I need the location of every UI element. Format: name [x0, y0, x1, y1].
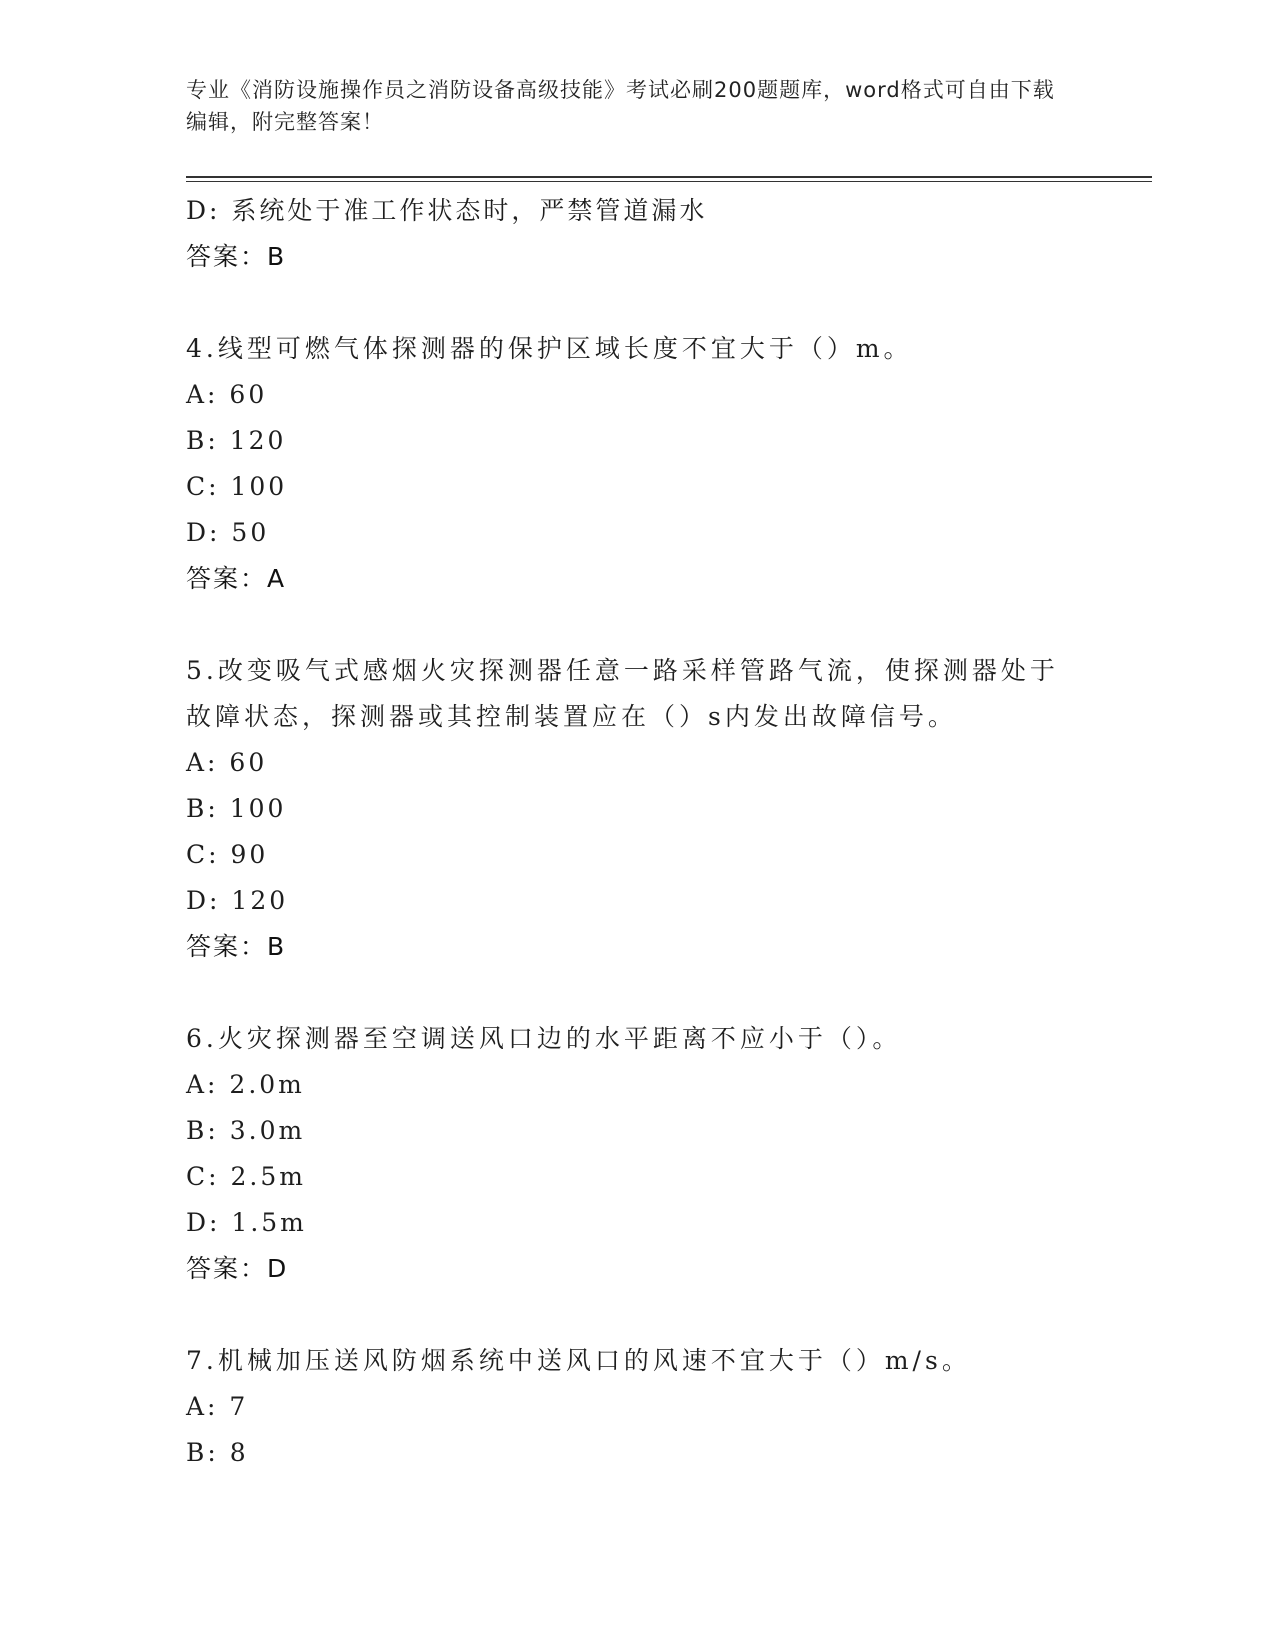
header-divider-thick	[186, 176, 1152, 178]
answer-line: 答案：B	[186, 242, 287, 271]
document-header	[186, 74, 1066, 138]
option-a: A: 60	[186, 748, 268, 777]
option-b: B: 120	[186, 426, 287, 455]
spacer	[186, 970, 1086, 1016]
answer-line: 答案：A	[186, 564, 287, 593]
option-d: D: 系统处于准工作状态时，严禁管道漏水	[186, 196, 708, 225]
question-text: 4.线型可燃气体探测器的保护区域长度不宜大于（）m。	[186, 334, 913, 363]
question-block	[186, 1338, 1086, 1476]
option-a: A: 7	[186, 1392, 249, 1421]
question-list	[186, 188, 1086, 1476]
question-text: 6.火灾探测器至空调送风口边的水平距离不应小于（）。	[186, 1024, 902, 1053]
answer-line: 答案：D	[186, 1254, 289, 1283]
header-title: 专业《消防设施操作员之消防设备高级技能》考试必刷200题题库，word格式可自由下载编辑，附完整答案！	[186, 78, 1055, 134]
option-d: D: 1.5m	[186, 1208, 307, 1237]
option-b: B: 8	[186, 1438, 249, 1467]
question-text: 7.机械加压送风防烟系统中送风口的风速不宜大于（）m/s。	[186, 1346, 971, 1375]
question-block	[186, 648, 1086, 970]
option-a: A: 2.0m	[186, 1070, 305, 1099]
question-block	[186, 1016, 1086, 1292]
question-block	[186, 326, 1086, 602]
spacer	[186, 280, 1086, 326]
option-c: C: 100	[186, 472, 288, 501]
option-a: A: 60	[186, 380, 268, 409]
spacer	[186, 1292, 1086, 1338]
spacer	[186, 602, 1086, 648]
header-divider-thin	[186, 181, 1152, 182]
option-c: C: 90	[186, 840, 269, 869]
option-b: B: 100	[186, 794, 287, 823]
question-text: 5.改变吸气式感烟火灾探测器任意一路采样管路气流，使探测器处于故障状态，探测器或其控制装置应在（）s内发出故障信号。	[186, 656, 1059, 731]
answer-line: 答案：B	[186, 932, 287, 961]
option-d: D: 50	[186, 518, 270, 547]
option-d: D: 120	[186, 886, 289, 915]
option-c: C: 2.5m	[186, 1162, 306, 1191]
option-b: B: 3.0m	[186, 1116, 306, 1145]
